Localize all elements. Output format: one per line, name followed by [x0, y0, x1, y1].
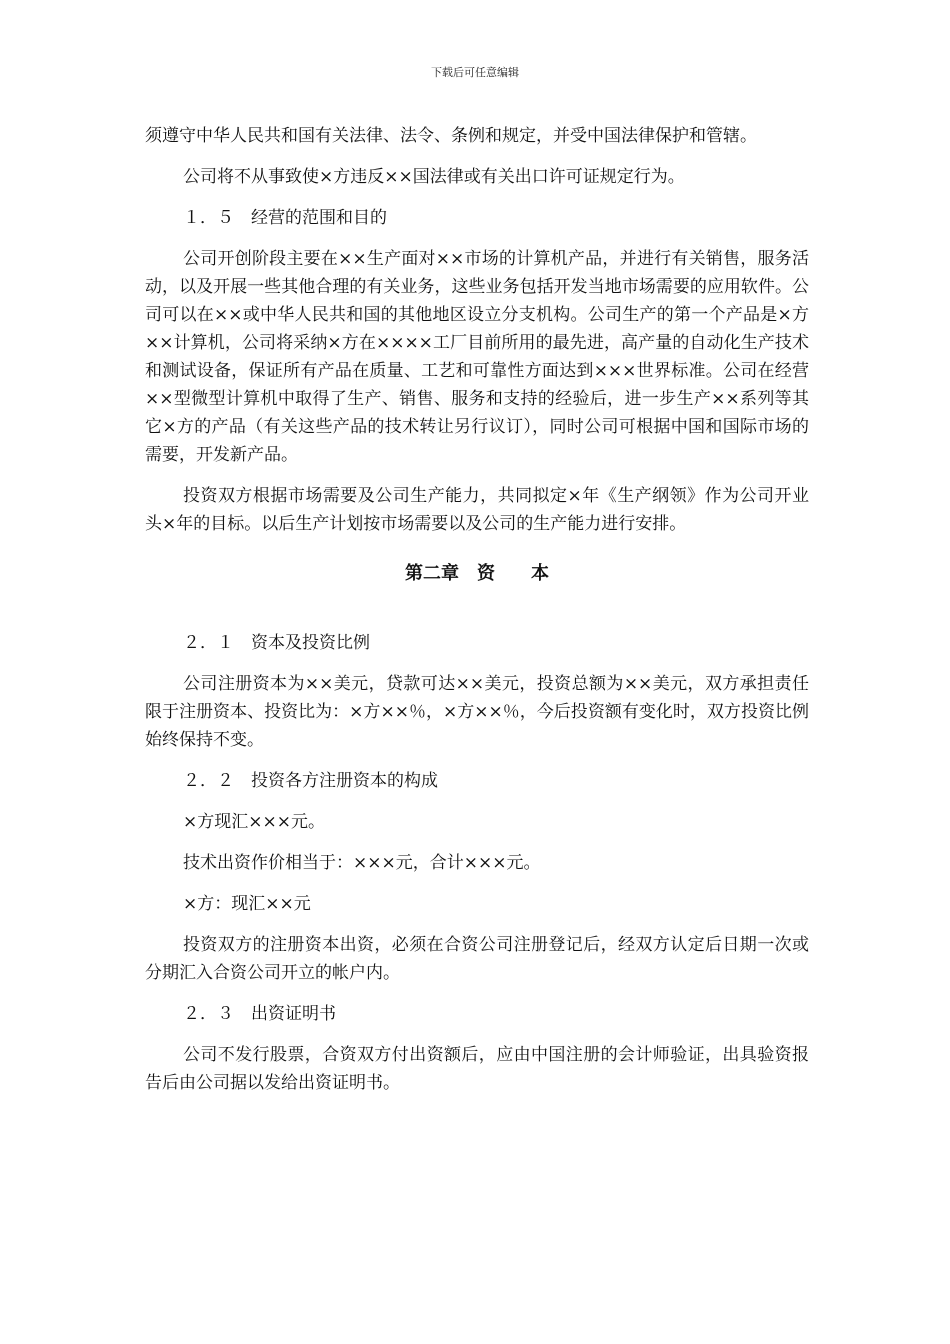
paragraph-legal-compliance: 须遵守中华人民共和国有关法律、法令、条例和规定，并受中国法律保护和管辖。: [145, 126, 757, 146]
page-header: 下载后可任意编辑: [431, 66, 519, 79]
chapter-title: 第二章 资 本: [405, 563, 549, 584]
paragraph-capital-certificate: 公司不发行股票，合资双方付出资额后，应由中国注册的会计师验证，出具验资报告后由公司据以发给出资证明书。: [145, 1045, 809, 1093]
paragraph-business-scope: 公司开创阶段主要在××生产面对××市场的计算机产品，并进行有关销售，服务活动，以及开展一些其他合理的有关业务，这些业务包括开发当地市场需要的应用软件。公司可以在××或中华人民共和国的其他地区设立分支机构。公司生产的第一个产品是×方××计算机，公司将采纳×方在××××工厂目前所用的最先进，高产量的自动化生产技术和测试设备，保证所有产品在质量、工艺和可靠性方面达到×××世界标准。公司在经营××型微型计算机中取得了生产、销售、服务和支持的经验后，进一步生产××系列等其它×方的产品（有关这些产品的技术转让另行议订），同时公司可根据中国和国际市场的需要，开发新产品。: [145, 249, 809, 465]
paragraph-party-cash: ×方：现汇××元: [183, 894, 311, 914]
paragraph-production-plan: 投资双方根据市场需要及公司生产能力，共同拟定×年《生产纲领》作为公司开业头×年的目标。以后生产计划按市场需要以及公司的生产能力进行安排。: [145, 486, 809, 534]
paragraph-technology-contribution: 技术出资作价相当于：×××元，合计×××元。: [183, 853, 541, 873]
section-heading-2-3: ２．３ 出资证明书: [183, 1004, 336, 1024]
paragraph-registered-capital: 公司注册资本为××美元，贷款可达××美元，投资总额为××美元，双方承担责任限于注册资本、投资比为：×方××％，×方××％，今后投资额有变化时，双方投资比例始终保持不变。: [145, 674, 809, 750]
paragraph-capital-remittance: 投资双方的注册资本出资，必须在合资公司注册登记后，经双方认定后日期一次或分期汇入合资公司开立的帐户内。: [145, 935, 809, 983]
paragraph-export-license: 公司将不从事致使×方违反××国法律或有关出口许可证规定行为。: [183, 167, 685, 187]
section-heading-2-1: ２．１ 资本及投资比例: [183, 633, 370, 653]
paragraph-cash-contribution: ×方现汇×××元。: [183, 812, 325, 832]
section-heading-2-2: ２．２ 投资各方注册资本的构成: [183, 771, 438, 791]
section-heading-1-5: １．５ 经营的范围和目的: [183, 208, 387, 228]
document-body: [145, 122, 809, 1097]
